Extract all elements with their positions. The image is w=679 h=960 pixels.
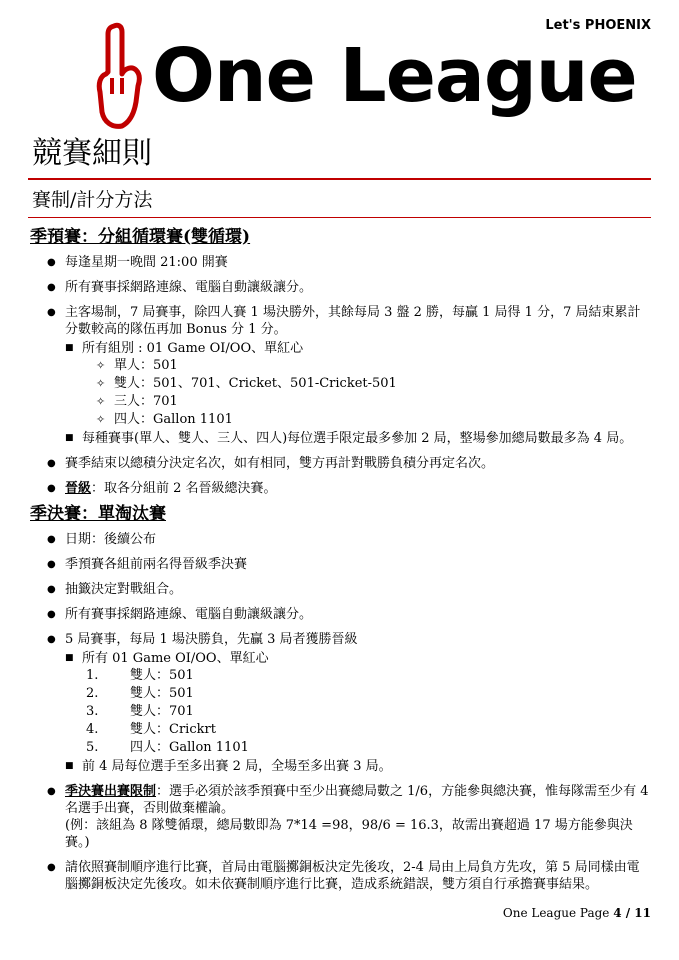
preseason-heading: 季預賽：分組循環賽(雙循環) xyxy=(30,227,251,247)
list-item: ✧ 雙人：501、701、Cricket、501-Cricket-501 xyxy=(82,375,652,392)
groups-text: 所有組別 : 01 Game OI/OO、單紅心 xyxy=(82,341,304,356)
list-item: ● 請依照賽制順序進行比賽，首局由電腦擲銅板決定先後攻，2-4 局由上局負方先攻，第 5 局同樣由電腦擲銅板決定先後攻。如未依賽制順序進行比賽，造成系統錯誤，雙方須自行承擔賽事結果。 xyxy=(30,859,652,893)
list-item: ✧ 單人：501 xyxy=(82,357,652,374)
list-item: 3. 雙人：701 xyxy=(86,704,194,719)
list-item xyxy=(30,783,652,851)
playoffs-heading: 季決賽：單淘汰賽 xyxy=(30,504,166,524)
restrict-example: (例：該組為 8 隊雙循環，總局數即為 7*14 =98，98/6 = 16.3，故需出賽超過 17 場方能參與決賽。) xyxy=(65,818,633,850)
promote-label: 晉級 xyxy=(65,481,92,496)
logo-text: One League xyxy=(152,33,637,119)
list-item xyxy=(30,480,652,497)
preseason-list xyxy=(30,254,652,497)
page-footer xyxy=(503,906,651,920)
groups-text: 所有 01 Game OI/OO、單紅心 xyxy=(82,651,269,666)
playoffs-sublist xyxy=(65,650,652,775)
playoffs-list xyxy=(30,531,652,893)
list-item: 5. 四人：Gallon 1101 xyxy=(86,740,249,755)
match-format-text: 5 局賽事，每局 1 場決勝負，先贏 3 局者獲勝晉級 xyxy=(65,632,358,647)
subtitle-divider xyxy=(28,217,651,218)
section-subtitle: 賽制/計分方法 xyxy=(32,189,153,211)
brand-text: Let's PHOENIX xyxy=(545,18,651,33)
list-item: 2. 雙人：501 xyxy=(86,686,194,701)
hand-pointing-up-icon xyxy=(92,22,148,130)
list-item: ● 日期：後續公布 xyxy=(30,531,652,548)
title-divider xyxy=(28,178,651,180)
list-item: ● 所有賽事採網路連線、電腦自動讓級讓分。 xyxy=(30,606,652,623)
list-item: ✧ 四人：Gallon 1101 xyxy=(82,411,652,428)
list-item xyxy=(30,304,652,447)
promote-text: ：取各分組前 2 名晉級總決賽。 xyxy=(91,481,277,496)
preseason-sublist xyxy=(65,340,652,447)
footer-text: One League Page xyxy=(502,906,614,920)
list-item: 1. 雙人：501 xyxy=(86,668,194,683)
restrict-text: ：選手必須於該季預賽中至少出賽總局數之 1/6，方能參與總決賽，惟每隊需至少有 4 名選手出賽，否則做棄權論。 xyxy=(65,784,649,816)
list-item: ● 季預賽各組前兩名得晉級季決賽 xyxy=(30,556,652,573)
list-item xyxy=(65,650,652,756)
list-item: ■ 前 4 局每位選手至多出賽 2 局，全場至多出賽 3 局。 xyxy=(65,758,652,775)
list-item: ✧ 三人：701 xyxy=(82,393,652,410)
logo xyxy=(92,22,637,132)
list-item: ■ 每種賽事(單人、雙人、三人、四人)每位選手限定最多參加 2 局，整場參加總局數最多為 4 局。 xyxy=(65,430,652,447)
list-item xyxy=(65,340,652,428)
list-item: ● 抽籤決定對戰組合。 xyxy=(30,581,652,598)
numbered-list xyxy=(82,667,652,756)
list-item: ● 賽季結束以總積分決定名次，如有相同，雙方再計對戰勝負積分再定名次。 xyxy=(30,455,652,472)
page-title: 競賽細則 xyxy=(32,136,152,171)
list-item xyxy=(30,631,652,775)
scoring-text: 主客場制，7 局賽事，除四人賽 1 場決勝外，其餘每局 3 盤 2 勝，每贏 1 局得 1 分，7 局結束累計分數較高的隊伍再加 Bonus 分 1 分。 xyxy=(65,305,641,337)
rules-content xyxy=(30,226,652,901)
page-number: 4 / 11 xyxy=(613,906,651,920)
list-item: ● 每逢星期一晚間 21:00 開賽 xyxy=(30,254,652,271)
format-list xyxy=(82,357,652,428)
restrict-label: 季決賽出賽限制 xyxy=(65,784,157,799)
list-item: 4. 雙人：Crickrt xyxy=(86,722,216,737)
list-item: ● 所有賽事採網路連線、電腦自動讓級讓分。 xyxy=(30,279,652,296)
